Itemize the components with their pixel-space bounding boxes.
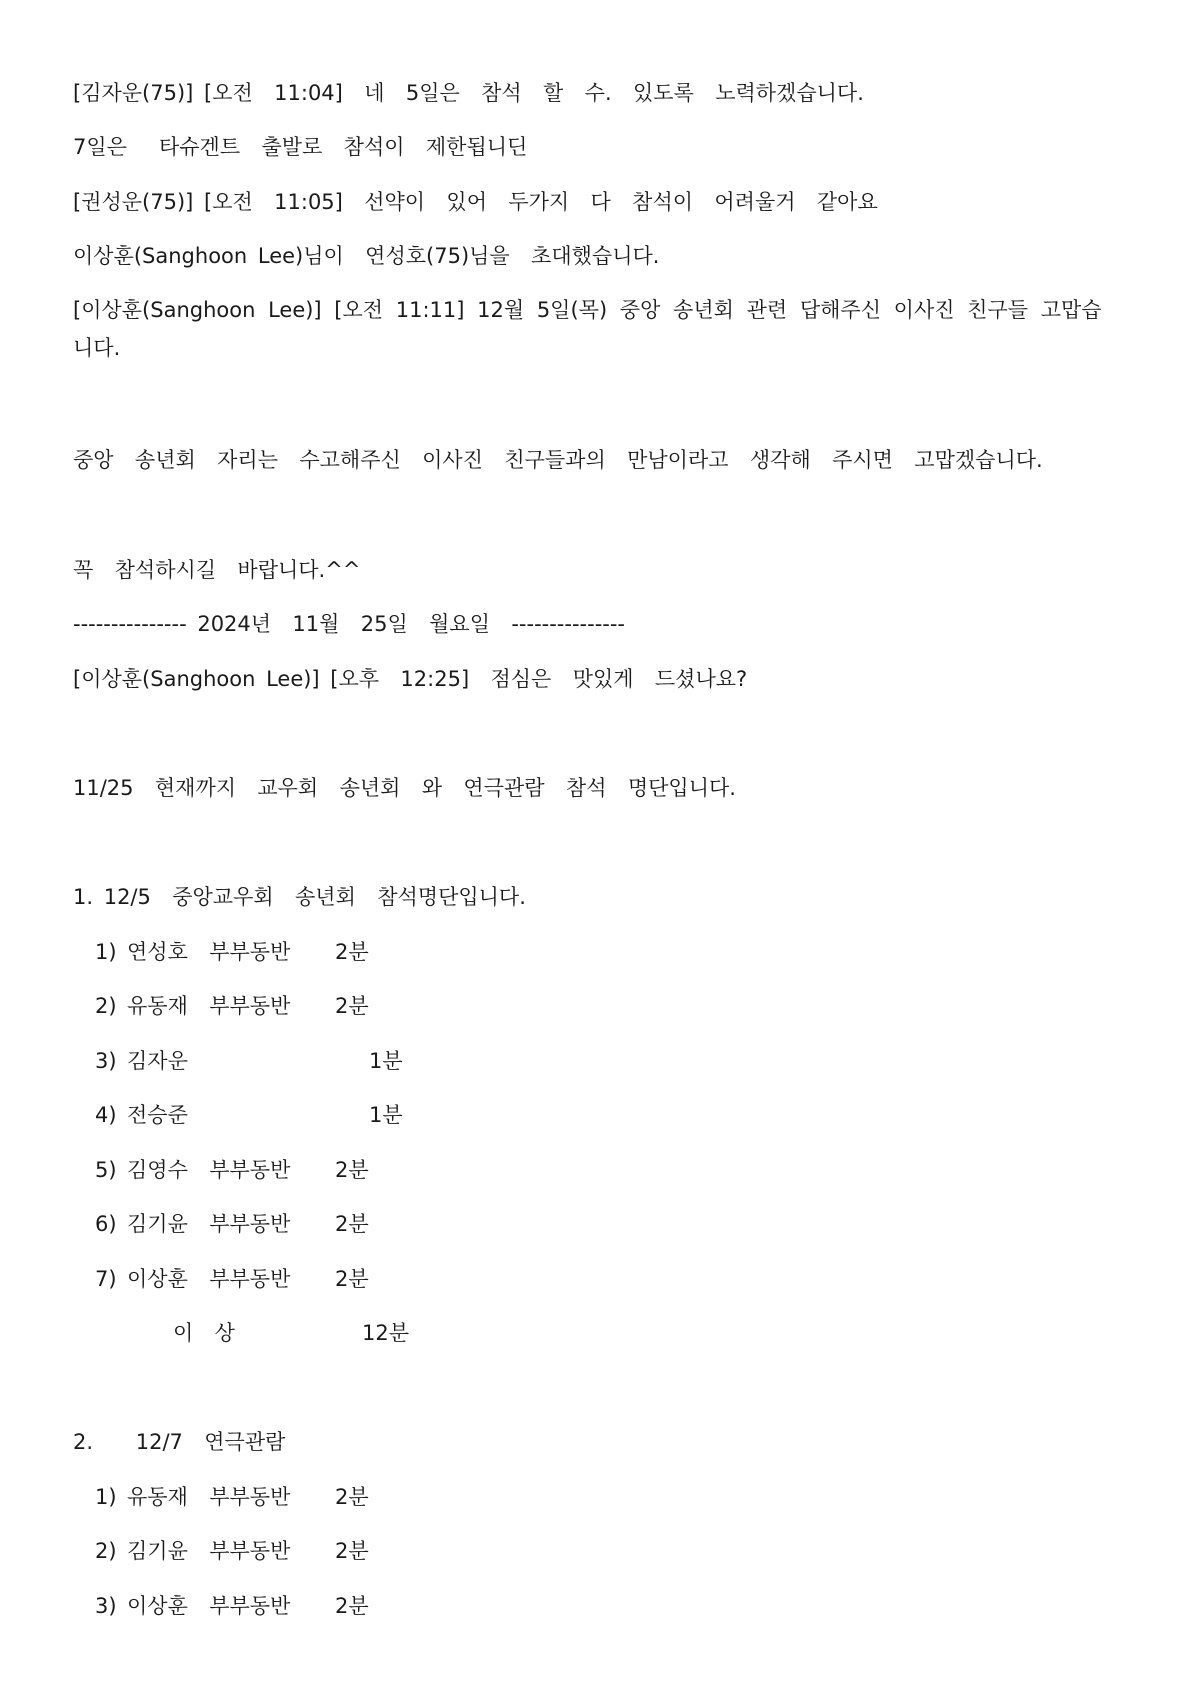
item-name: 전승준 xyxy=(127,1103,188,1127)
item-number: 5) xyxy=(95,1158,117,1182)
item-number: 1) xyxy=(95,940,117,964)
chat-message: [권성운(75)] [오전 11:05] 선약이 있어 두가지 다 참석이 어려울거 같아요 xyxy=(73,190,878,214)
date-divider: --------------- 2024년 11월 25일 월요일 --------------- xyxy=(73,612,626,636)
item-count: 2분 xyxy=(335,1267,369,1291)
item-count: 1분 xyxy=(369,1049,403,1073)
item-number: 6) xyxy=(95,1212,117,1236)
item-count: 2분 xyxy=(335,1158,369,1182)
system-message: 이상훈(Sanghoon Lee)님이 연성호(75)님을 초대했습니다. xyxy=(73,244,660,268)
item-number: 2) xyxy=(95,994,117,1018)
item-number: 7) xyxy=(95,1267,117,1291)
total-label: 이 상 xyxy=(173,1321,235,1345)
item-name: 유동재 부부동반 xyxy=(127,1485,291,1509)
item-number: 3) xyxy=(95,1049,117,1073)
item-count: 2분 xyxy=(335,1539,369,1563)
item-count: 1분 xyxy=(369,1103,403,1127)
chat-message: 중앙 송년회 자리는 수고해주신 이사진 친구들과의 만남이라고 생각해 주시면 고맙겠습니다. xyxy=(73,448,1043,472)
chat-message: [김자운(75)] [오전 11:04] 네 5일은 참석 할 수. 있도록 노력하겠습니다. xyxy=(73,81,864,105)
section-title: 2. 12/7 연극관람 xyxy=(73,1430,286,1454)
chat-message: [이상훈(Sanghoon Lee)] [오전 11:11] 12월 5일(목) 중앙 송년회 관련 답해주신 이사진 친구들 고맙습니다. xyxy=(73,298,1102,360)
item-number: 1) xyxy=(95,1485,117,1509)
item-name: 이상훈 부부동반 xyxy=(127,1267,291,1291)
chat-message: 꼭 참석하시길 바랍니다.^^ xyxy=(73,558,361,582)
item-count: 2분 xyxy=(335,1594,369,1618)
item-name: 김기윤 부부동반 xyxy=(127,1539,291,1563)
item-count: 2분 xyxy=(335,1485,369,1509)
item-count: 2분 xyxy=(335,1212,369,1236)
item-name: 연성호 부부동반 xyxy=(127,940,291,964)
item-number: 2) xyxy=(95,1539,117,1563)
chat-message: [이상훈(Sanghoon Lee)] [오후 12:25] 점심은 맛있게 드셨나요? xyxy=(73,667,748,691)
chat-message: 7일은 타슈겐트 출발로 참석이 제한됩니딘 xyxy=(73,135,528,159)
item-count: 2분 xyxy=(335,994,369,1018)
section-title: 1. 12/5 중앙교우회 송년회 참석명단입니다. xyxy=(73,885,526,909)
item-name: 이상훈 부부동반 xyxy=(127,1594,291,1618)
item-number: 3) xyxy=(95,1594,117,1618)
item-number: 4) xyxy=(95,1103,117,1127)
item-name: 김영수 부부동반 xyxy=(127,1158,291,1182)
item-name: 김기윤 부부동반 xyxy=(127,1212,291,1236)
item-count: 2분 xyxy=(335,940,369,964)
item-name: 유동재 부부동반 xyxy=(127,994,291,1018)
chat-message: 11/25 현재까지 교우회 송년회 와 연극관람 참석 명단입니다. xyxy=(73,776,736,800)
item-name: 김자운 xyxy=(127,1049,188,1073)
total-value: 12분 xyxy=(362,1321,410,1345)
